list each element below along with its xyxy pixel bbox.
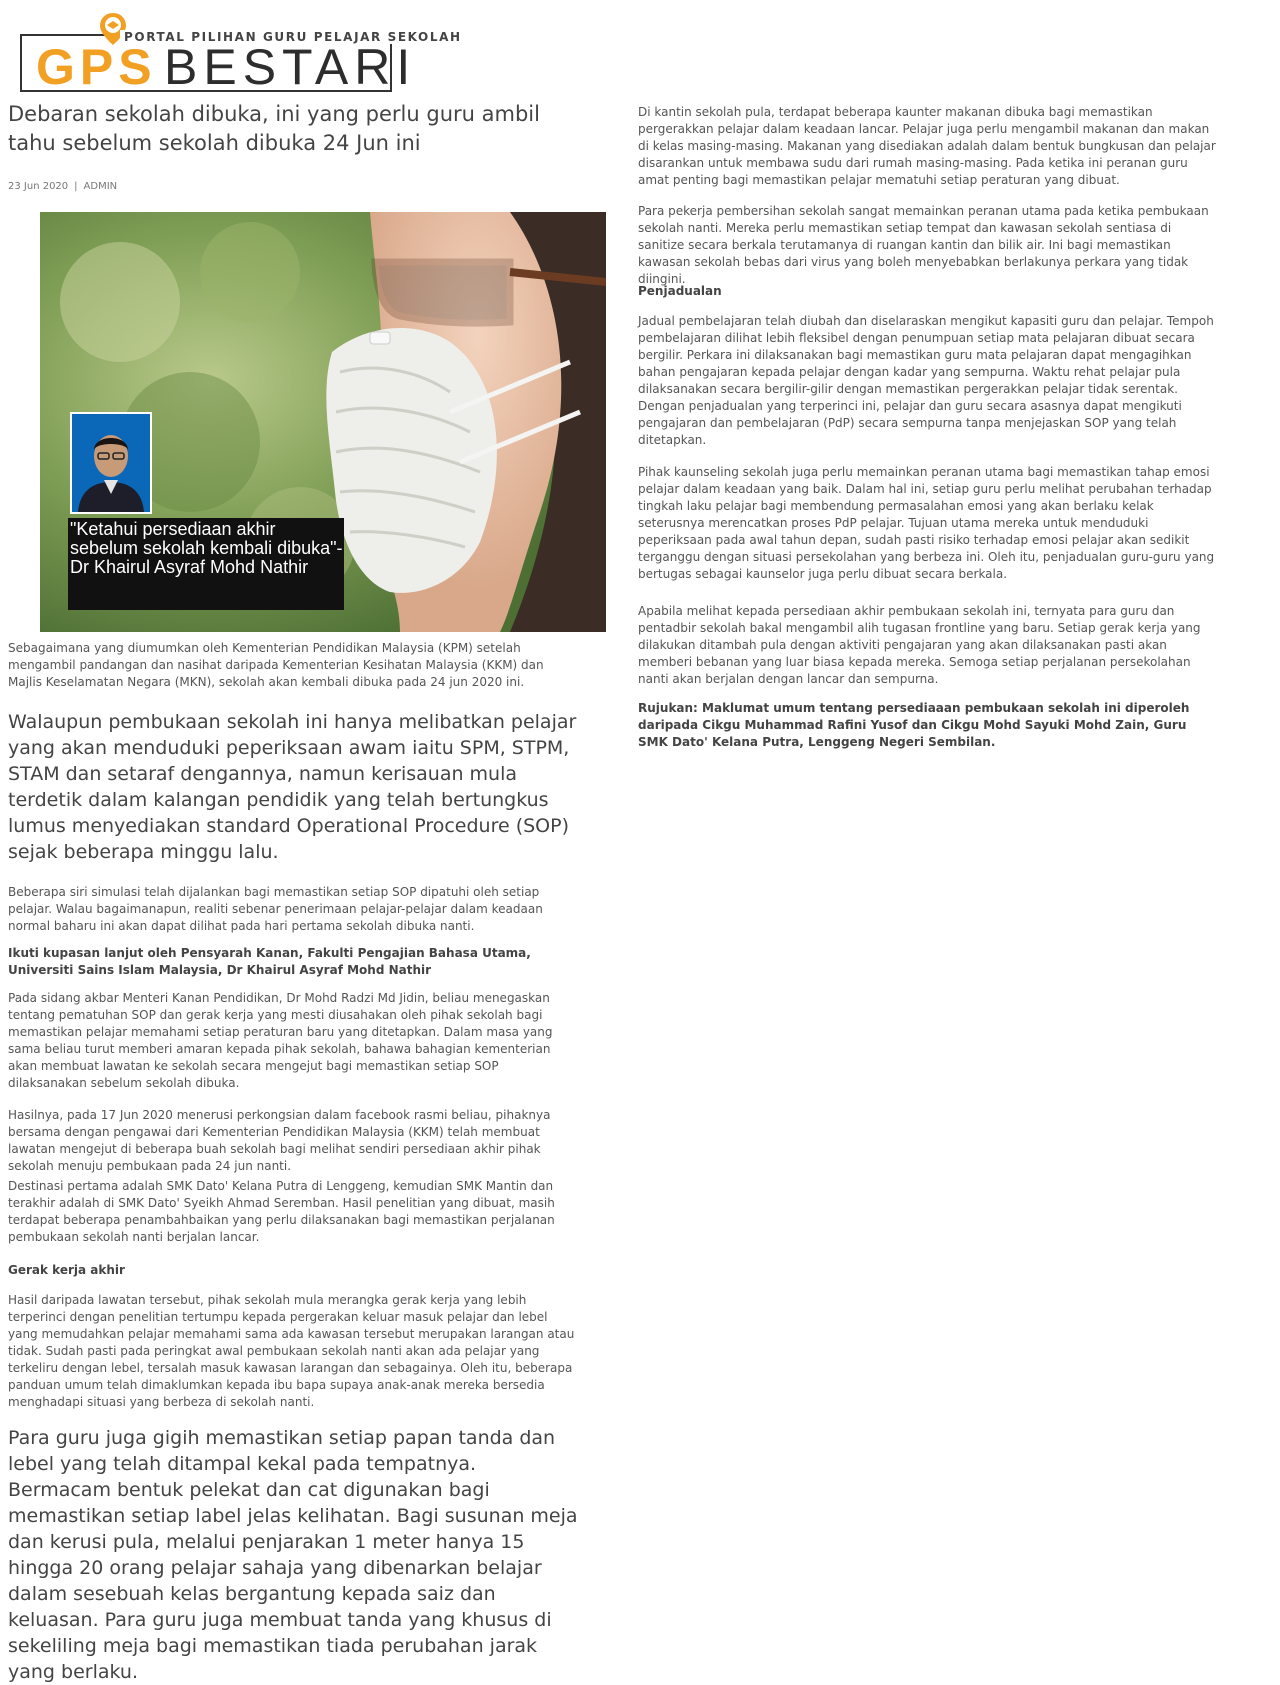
article-date: 23 Jun 2020 bbox=[8, 181, 69, 192]
pull-quote: Para guru juga gigih memastikan setiap papan tanda dan lebel yang telah ditampal kekal pada tempatnya. Bermacam bentuk pelekat dan cat digunakan bagi memastikan setiap label jelas kelihatan. Bagi susunan meja dan kerusi pula, melalui penjarakan 1 meter hanya 15 hingga 20 orang pelajar sahaja yang dibenarkan belajar dalam sesebuah kelas bergantung kepada saiz dan keluasan. Para guru juga membuat tanda yang khusus di sekeliling meja bagi memastikan tiada perubahan jarak yang berlaku. bbox=[8, 1427, 578, 1683]
article-author[interactable]: ADMIN bbox=[83, 181, 118, 192]
logo-bestari-text: BESTARI bbox=[164, 39, 417, 95]
site-logo[interactable] bbox=[20, 8, 462, 95]
paragraph: Pihak kaunseling sekolah juga perlu memainkan peranan utama bagi memastikan tahap emosi pelajar dalam keadaan yang baik. Dalam hal ini, setiap guru perlu melihat perubahan terhadap tingkah laku pelajar bagi membendung permasalahan emosi yang akan berlaku kelak seterusnya merencatkan proses PdP pelajar. Tujuan utama mereka untuk menduduki peperiksaan pada awal tahun depan, sudah pasti risiko terhadap emosi pelajar akan sedikit terganggu dengan situasi persekolahan yang berbeza ini. Oleh itu, penjadualan guru-guru yang bertugas sebagai kaunselor juga perlu dibuat secara berkala. bbox=[638, 465, 1215, 581]
paragraph: Para pekerja pembersihan sekolah sangat memainkan peranan utama pada ketika pembukaan sekolah nanti. Mereka perlu memastikan setiap tempat dan kawasan sekolah sentiasa di sanitize secara berkala terutamanya di ruangan kantin dan bilik air. Ini bagi memastikan kawasan sekolah bebas dari virus yang boleh menyebabkan berlakunya perkara yang tidak diingini. bbox=[638, 204, 1209, 286]
paragraph: Hasilnya, pada 17 Jun 2020 menerusi perkongsian dalam facebook rasmi beliau, pihaknya bersama dengan pengawai dari Kementerian Pendidikan Malaysia (KKM) telah membuat lawatan mengejut di beberapa buah sekolah bagi melihat sendiri persediaan akhir pihak sekolah menuju pembukaan pada 24 jun nanti. bbox=[8, 1108, 551, 1173]
reference-note: Rujukan: Maklumat umum tentang persediaaan pembukaan sekolah ini diperoleh daripada Cikgu Muhammad Rafini Yusof dan Cikgu Mohd Sayuki Mohd Zain, Guru SMK Dato' Kelana Putra, Lenggeng Negeri Sembilan. bbox=[638, 701, 1190, 749]
section-heading: Penjadualan bbox=[638, 284, 722, 298]
article-title: Debaran sekolah dibuka, ini yang perlu guru ambil tahu sebelum sekolah dibuka 24 Jun ini bbox=[8, 102, 540, 155]
paragraph: Jadual pembelajaran telah diubah dan diselaraskan mengikut kapasiti guru dan pelajar. Tempoh pembelajaran dilihat lebih fleksibel dengan penumpuan setiap mata pelajaran dibuat secara bergilir. Perkara ini dilaksanakan bagi memastikan guru mata pelajaran dapat mengagihkan bahan pengajaran kepada pelajar dengan kadar yang sempurna. Waktu rehat pelajar pula dilaksanakan secara bergilir-gilir dengan memastikan pergerakkan pelajar tidak serentak. Dengan penjadualan yang terperinci ini, pelajar dan guru secara asasnya dapat mengikuti pengajaran dan pembelajaran (PdP) secara sempurna tanpa menjejaskan SOP yang telah ditetapkan. bbox=[638, 314, 1214, 447]
paragraph: Hasil daripada lawatan tersebut, pihak sekolah mula merangka gerak kerja yang lebih terperinci dengan penelitian tertumpu kepada pergerakan keluar masuk pelajar dan lebel yang memudahkan pelajar memahami sama ada kawasan tersebut merupakan larangan atau tidak. Sudah pasti pada peringkat awal pembukaan sekolah nanti akan ada pelajar yang terkeliru dengan lebel, tersalah masuk kawasan larangan dan sebagainya. Oleh itu, beberapa panduan umum telah dimaklumkan kepada ibu bapa supaya anak-anak mereka bersedia menghadapi situasi yang berbeza di sekolah nanti. bbox=[8, 1293, 575, 1409]
paragraph: Di kantin sekolah pula, terdapat beberapa kaunter makanan dibuka bagi memastikan pergerakkan pelajar dalam keadaan lancar. Pelajar juga perlu mengambil makanan dan makan di kelas masing-masing. Makanan yang disediakan adalah dalam bentuk bungkusan dan pelajar disarankan untuk membawa sudu dari rumah masing-masing. Pada ketika ini peranan guru amat penting bagi memastikan pelajar mematuhi setiap peraturan yang dibuat. bbox=[638, 105, 1216, 187]
bold-paragraph: Ikuti kupasan lanjut oleh Pensyarah Kanan, Fakulti Pengajian Bahasa Utama, Universiti Sains Islam Malaysia, Dr Khairul Asyraf Mohd Nathir bbox=[8, 946, 531, 977]
paragraph: Apabila melihat kepada persediaan akhir pembukaan sekolah ini, ternyata para guru dan pentadbir sekolah bakal mengambil alih tugasan frontline yang baru. Setiap gerak kerja yang dilakukan ditambah pula dengan aktiviti pengajaran yang akan dilaksanakan pasti akan memberi bebanan yang luar biasa kepada mereka. Semoga setiap perjalanan persekolahan nanti akan berjalan dengan lancar dan sempurna. bbox=[638, 604, 1201, 686]
hero-image bbox=[40, 212, 606, 632]
author-portrait bbox=[70, 412, 152, 514]
logo-tagline: PORTAL PILIHAN GURU PELAJAR SEKOLAH bbox=[120, 30, 466, 44]
paragraph: Beberapa siri simulasi telah dijalankan bagi memastikan setiap SOP dipatuhi oleh setiap pelajar. Walau bagaimanapun, realiti sebenar penerimaan pelajar-pelajar dalam keadaan normal baharu ini akan dapat dilihat pada hari pertama sekolah dibuka nanti. bbox=[8, 885, 543, 933]
pull-quote: Walaupun pembukaan sekolah ini hanya melibatkan pelajar yang akan menduduki peperiksaan awam iaitu SPM, STPM, STAM dan setaraf dengannya, namun kerisauan mula terdetik dalam kalangan pendidik yang telah bertungkus lumus menyediakan standard Operational Procedure (SOP) sejak beberapa minggu lalu. bbox=[8, 711, 577, 863]
paragraph: Pada sidang akbar Menteri Kanan Pendidikan, Dr Mohd Radzi Md Jidin, beliau menegaskan tentang pematuhan SOP dan gerak kerja yang mesti diusahakan oleh pihak sekolah bagi memastikan pelajar memahami setiap peraturan baru yang ditetapkan. Dalam masa yang sama beliau turut memberi amaran kepada pihak sekolah, bahawa bahagian kementerian akan membuat lawatan ke sekolah secara mengejut bagi memastikan setiap SOP dilaksanakan sebelum sekolah dibuka. bbox=[8, 991, 553, 1090]
paragraph: Sebagaimana yang diumumkan oleh Kementerian Pendidikan Malaysia (KPM) setelah mengambil pandangan dan nasihat daripada Kementerian Kesihatan Malaysia (KKM) dan Majlis Keselamatan Negara (MKN), sekolah akan kembali dibuka pada 24 jun 2020 ini. bbox=[8, 641, 544, 689]
paragraph: Destinasi pertama adalah SMK Dato' Kelana Putra di Lenggeng, kemudian SMK Mantin dan terakhir adalah di SMK Dato' Syeikh Ahmad Seremban. Hasil penelitian yang dibuat, masih terdapat beberapa penambahbaikan yang perlu dilaksanakan bagi memastikan perjalanan pembukaan sekolah nanti berjalan lancar. bbox=[8, 1179, 555, 1244]
image-caption: "Ketahui persediaan akhir sebelum sekolah kembali dibuka"- Dr Khairul Asyraf Mohd Nathir bbox=[68, 518, 344, 610]
author-portrait-image bbox=[72, 414, 150, 512]
article-left-column bbox=[8, 100, 580, 192]
article-meta bbox=[8, 181, 580, 192]
meta-separator: | bbox=[74, 181, 78, 192]
logo-gps-text: GPS bbox=[36, 39, 157, 95]
section-heading: Gerak kerja akhir bbox=[8, 1263, 125, 1277]
